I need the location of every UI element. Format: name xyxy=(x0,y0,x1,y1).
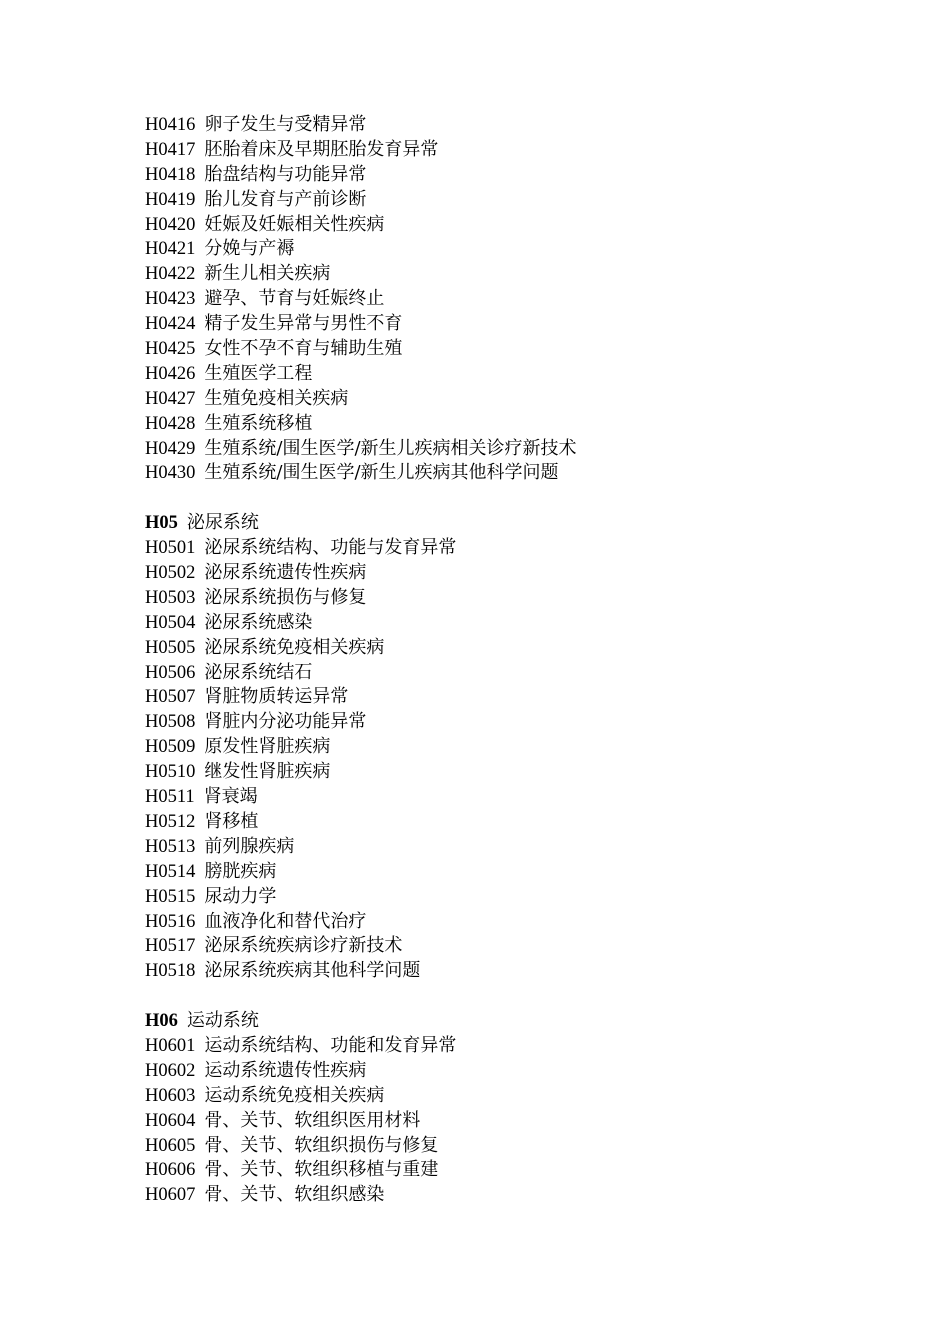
item-title: 泌尿系统损伤与修复 xyxy=(204,586,367,608)
item-title: 精子发生异常与男性不育 xyxy=(204,313,403,335)
list-item xyxy=(145,412,905,437)
item-title: 女性不孕不育与辅助生殖 xyxy=(204,338,403,360)
item-title: 胚胎着床及早期胚胎发育异常 xyxy=(204,138,439,160)
section-spacer xyxy=(145,486,905,511)
list-item xyxy=(145,461,905,486)
item-code: H0511 xyxy=(145,787,195,808)
item-title: 泌尿系统结石 xyxy=(204,661,313,683)
section-title: 泌尿系统 xyxy=(186,512,259,534)
item-code: H0420 xyxy=(145,214,196,235)
item-code: H0602 xyxy=(145,1060,196,1081)
item-code: H0429 xyxy=(145,438,196,459)
section-heading xyxy=(145,511,905,536)
item-title: 生殖系统移植 xyxy=(204,412,313,434)
item-title: 泌尿系统免疫相关疾病 xyxy=(204,636,385,658)
section-spacer xyxy=(145,984,905,1009)
item-title: 胎盘结构与功能异常 xyxy=(204,163,367,185)
item-code: H0513 xyxy=(145,836,196,857)
section-title: 运动系统 xyxy=(186,1010,259,1032)
item-code: H0515 xyxy=(145,886,196,907)
item-title: 运动系统遗传性疾病 xyxy=(204,1059,367,1081)
item-title: 生殖免疫相关疾病 xyxy=(204,387,349,409)
item-code: H0603 xyxy=(145,1085,196,1106)
item-title: 泌尿系统疾病其他科学问题 xyxy=(204,960,421,982)
list-item xyxy=(145,1084,905,1109)
item-code: H0505 xyxy=(145,637,196,658)
item-title: 泌尿系统感染 xyxy=(204,611,313,633)
list-item xyxy=(145,735,905,760)
item-title: 卵子发生与受精异常 xyxy=(204,114,367,135)
item-code: H0417 xyxy=(145,139,196,160)
list-item xyxy=(145,760,905,785)
item-code: H0503 xyxy=(145,587,196,608)
item-title: 泌尿系统遗传性疾病 xyxy=(204,562,367,584)
list-item xyxy=(145,362,905,387)
list-item xyxy=(145,885,905,910)
item-title: 骨、关节、软组织损伤与修复 xyxy=(204,1134,439,1156)
item-code: H0508 xyxy=(145,712,196,733)
list-item xyxy=(145,860,905,885)
item-code: H0426 xyxy=(145,363,196,384)
item-title: 原发性肾脏疾病 xyxy=(204,736,331,758)
list-item xyxy=(145,262,905,287)
list-item xyxy=(145,1034,905,1059)
item-code: H0516 xyxy=(145,911,196,932)
list-item xyxy=(145,437,905,462)
list-item xyxy=(145,661,905,686)
list-item xyxy=(145,387,905,412)
item-code: H0518 xyxy=(145,961,196,982)
item-title: 新生儿相关疾病 xyxy=(204,263,331,285)
item-title: 泌尿系统结构、功能与发育异常 xyxy=(204,537,457,559)
list-item xyxy=(145,934,905,959)
item-title: 骨、关节、软组织感染 xyxy=(204,1184,385,1206)
list-item xyxy=(145,710,905,735)
list-item xyxy=(145,213,905,238)
item-code: H0427 xyxy=(145,388,196,409)
item-title: 继发性肾脏疾病 xyxy=(204,761,331,783)
list-item xyxy=(145,312,905,337)
item-title: 避孕、节育与妊娠终止 xyxy=(204,288,385,310)
item-title: 膀胱疾病 xyxy=(204,860,277,882)
item-title: 肾脏内分泌功能异常 xyxy=(204,711,367,733)
item-title: 胎儿发育与产前诊断 xyxy=(204,188,367,210)
item-code: H0430 xyxy=(145,463,196,484)
list-item xyxy=(145,611,905,636)
list-item xyxy=(145,1059,905,1084)
item-title: 骨、关节、软组织医用材料 xyxy=(204,1109,421,1131)
item-code: H0422 xyxy=(145,264,196,285)
list-item xyxy=(145,138,905,163)
list-item xyxy=(145,163,905,188)
item-title: 生殖医学工程 xyxy=(204,362,313,384)
list-item xyxy=(145,188,905,213)
list-item xyxy=(145,237,905,262)
item-code: H0604 xyxy=(145,1110,196,1131)
list-item xyxy=(145,959,905,984)
category-section xyxy=(145,984,905,1208)
document-page xyxy=(145,113,905,1208)
item-code: H0506 xyxy=(145,662,196,683)
item-title: 骨、关节、软组织移植与重建 xyxy=(204,1159,439,1181)
list-item xyxy=(145,636,905,661)
item-title: 肾脏物质转运异常 xyxy=(204,686,349,708)
section-heading xyxy=(145,1009,905,1034)
item-code: H0601 xyxy=(145,1035,196,1056)
list-item xyxy=(145,113,905,138)
item-code: H0425 xyxy=(145,339,196,360)
item-title: 妊娠及妊娠相关性疾病 xyxy=(204,213,385,235)
list-item xyxy=(145,1134,905,1159)
item-code: H0605 xyxy=(145,1135,196,1156)
item-title: 尿动力学 xyxy=(204,885,277,907)
item-title: 运动系统结构、功能和发育异常 xyxy=(204,1034,457,1056)
list-item xyxy=(145,835,905,860)
list-item xyxy=(145,287,905,312)
section-code: H06 xyxy=(145,1011,178,1032)
item-code: H0428 xyxy=(145,413,196,434)
item-code: H0607 xyxy=(145,1185,196,1206)
item-title: 分娩与产褥 xyxy=(204,238,295,260)
item-code: H0421 xyxy=(145,239,196,260)
item-code: H0419 xyxy=(145,189,196,210)
item-code: H0502 xyxy=(145,563,196,584)
item-code: H0517 xyxy=(145,936,196,957)
list-item xyxy=(145,785,905,810)
item-title: 运动系统免疫相关疾病 xyxy=(204,1084,385,1106)
item-title: 泌尿系统疾病诊疗新技术 xyxy=(204,935,403,957)
list-item xyxy=(145,685,905,710)
section-code: H05 xyxy=(145,513,178,534)
item-title: 生殖系统/围生医学/新生儿疾病相关诊疗新技术 xyxy=(204,437,577,459)
item-title: 生殖系统/围生医学/新生儿疾病其他科学问题 xyxy=(204,462,559,484)
item-code: H0509 xyxy=(145,737,196,758)
item-code: H0418 xyxy=(145,164,196,185)
list-item xyxy=(145,1183,905,1208)
item-code: H0504 xyxy=(145,612,196,633)
list-item xyxy=(145,536,905,561)
category-section xyxy=(145,113,905,486)
list-item xyxy=(145,586,905,611)
item-code: H0606 xyxy=(145,1160,196,1181)
list-item xyxy=(145,337,905,362)
list-item xyxy=(145,810,905,835)
list-item xyxy=(145,1158,905,1183)
item-code: H0507 xyxy=(145,687,196,708)
item-code: H0512 xyxy=(145,811,196,832)
list-item xyxy=(145,910,905,935)
item-code: H0514 xyxy=(145,861,196,882)
item-title: 血液净化和替代治疗 xyxy=(204,910,367,932)
item-code: H0501 xyxy=(145,538,196,559)
item-code: H0424 xyxy=(145,314,196,335)
category-section xyxy=(145,486,905,984)
item-title: 肾移植 xyxy=(204,810,259,832)
list-item xyxy=(145,1109,905,1134)
item-code: H0423 xyxy=(145,289,196,310)
item-title: 肾衰竭 xyxy=(203,786,258,808)
list-item xyxy=(145,561,905,586)
item-code: H0510 xyxy=(145,762,196,783)
item-code: H0416 xyxy=(145,115,196,135)
item-title: 前列腺疾病 xyxy=(204,835,295,857)
